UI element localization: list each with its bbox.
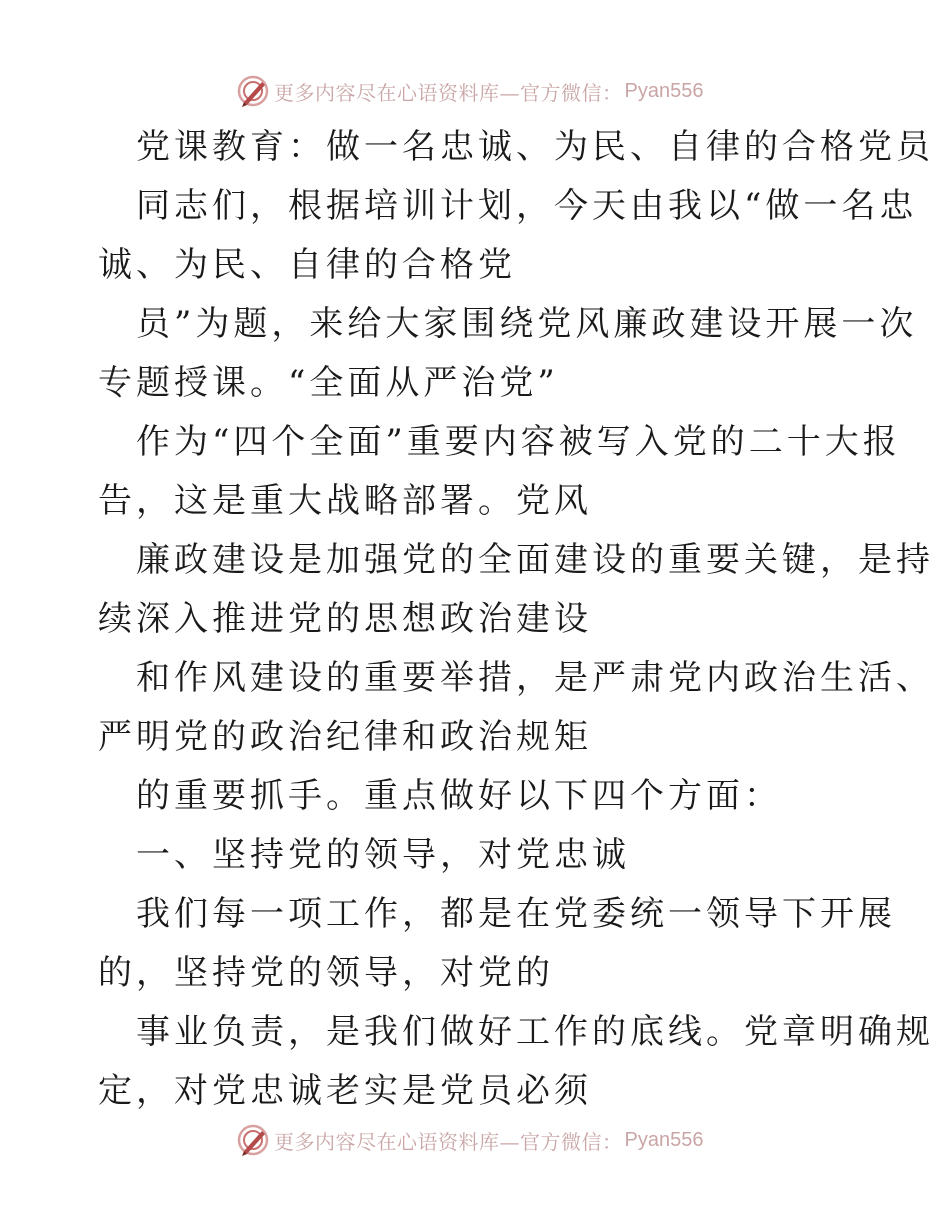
text-line: 事业负责，是我们做好工作的底线。党章明确规 (136, 1012, 934, 1052)
watermark-id: Pyan556 (624, 1128, 704, 1151)
watermark-banner-bottom (236, 1120, 703, 1160)
text-line: 告，这是重大战略部署。党风 (98, 481, 592, 521)
text-line: 员”为题，来给大家围绕党风廉政建设开展一次 (136, 304, 918, 344)
text-line: 的重要抓手。重点做好以下四个方面： (136, 776, 782, 816)
watermark-text: 更多内容尽在心语资料库—官方微信： (274, 1129, 623, 1154)
text-line: 同志们，根据培训计划，今天由我以“做一名忠 (136, 186, 918, 226)
text-line: 续深入推进党的思想政治建设 (98, 599, 592, 639)
text-line: 党课教育：做一名忠诚、为民、自律的合格党员 (136, 127, 934, 167)
text-line: 严明党的政治纪律和政治规矩 (98, 717, 592, 757)
watermark-id: Pyan556 (624, 79, 704, 102)
text-line: 我们每一项工作，都是在党委统一领导下开展 (136, 894, 896, 934)
section-heading: 一、坚持党的领导，对党忠诚 (136, 835, 630, 875)
watermark-text: 更多内容尽在心语资料库—官方微信： (274, 80, 623, 105)
text-line: 定，对党忠诚老实是党员必须 (98, 1071, 592, 1111)
text-line: 专题授课。“全面从严治党” (98, 363, 559, 403)
pen-logo-icon (236, 74, 270, 108)
text-line: 廉政建设是加强党的全面建设的重要关键，是持 (136, 540, 934, 580)
text-line: 作为“四个全面”重要内容被写入党的二十大报 (136, 422, 901, 462)
text-line: 诚、为民、自律的合格党 (98, 245, 516, 285)
watermark-banner-top (236, 71, 703, 111)
text-line: 和作风建设的重要举措，是严肃党内政治生活、 (136, 658, 934, 698)
text-line: 的，坚持党的领导，对党的 (98, 953, 554, 993)
pen-logo-icon (236, 1123, 270, 1157)
